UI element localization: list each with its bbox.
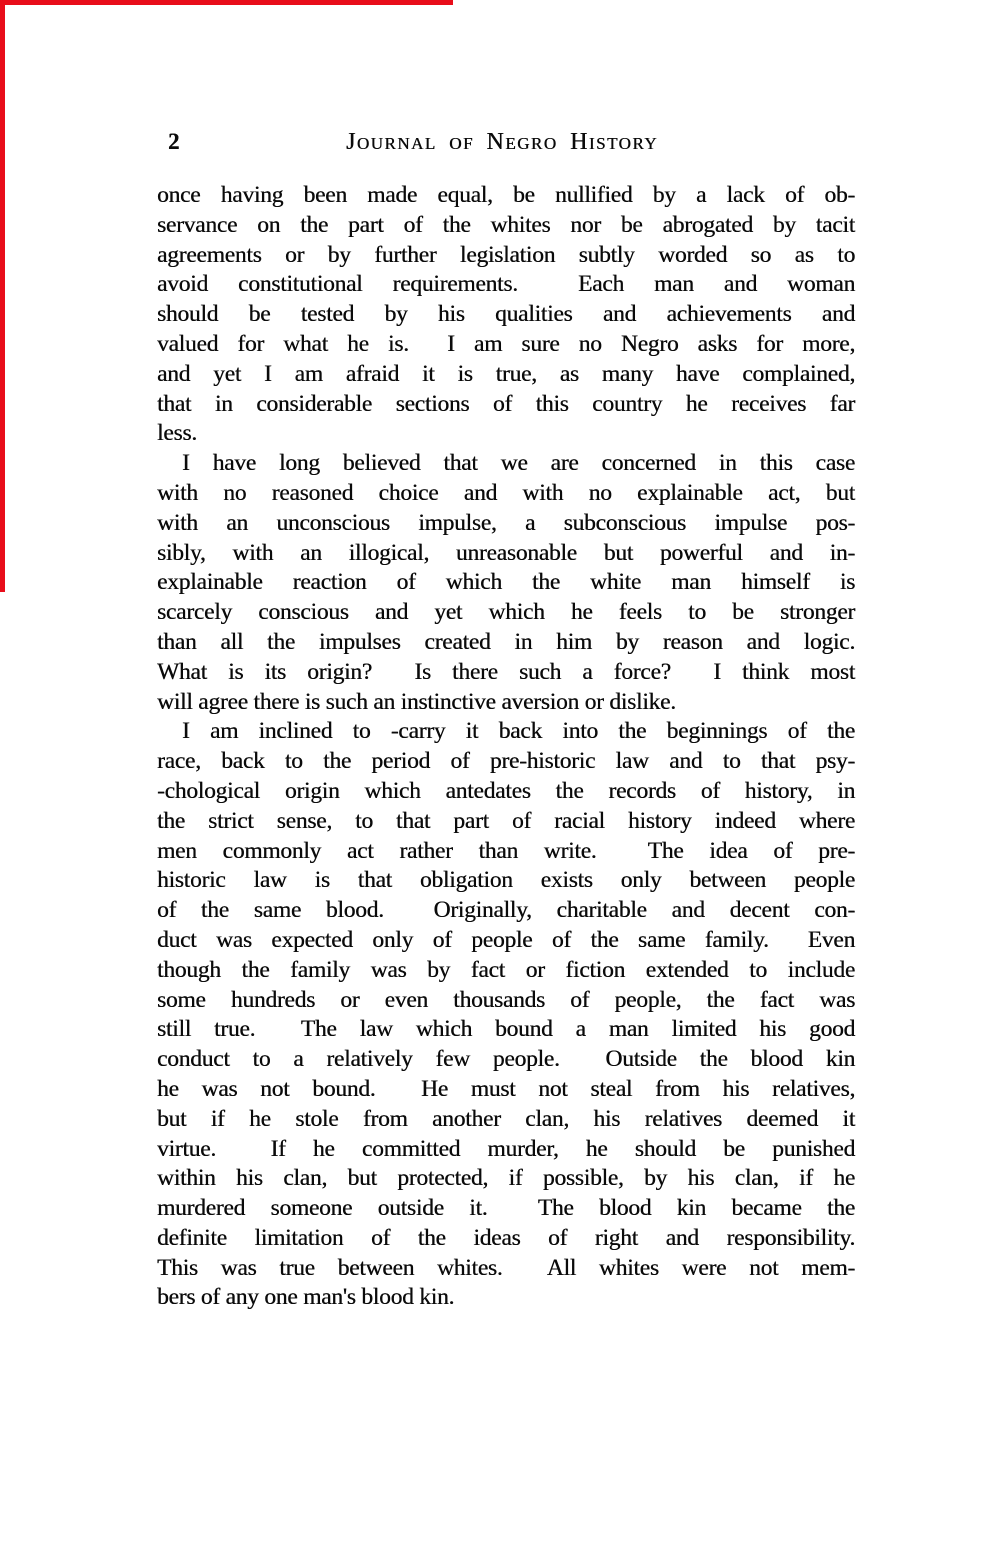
text-line: race, back to the period of pre-historic law and to that psy- <box>157 748 855 775</box>
text-line: servance on the part of the whites nor be abrogated by tacit <box>157 211 855 238</box>
text-line: What is its origin? Is there such a force? I think most <box>157 658 855 685</box>
text-line: should be tested by his qualities and achievements and <box>157 301 855 328</box>
text-line: with no reasoned choice and with no explainable act, but <box>157 479 855 506</box>
scan-edge-artifact-top <box>0 0 453 5</box>
text-line: murdered someone outside it. The blood kin became the <box>157 1195 855 1222</box>
text-line: than all the impulses created in him by reason and logic. <box>157 628 855 655</box>
text-line: the strict sense, to that part of racial history indeed where <box>157 807 855 834</box>
text-line: bers of any one man's blood kin. <box>157 1284 455 1311</box>
text-line: agreements or by further legislation subtly worded so as to <box>157 241 855 268</box>
text-line: duct was expected only of people of the same family. Even <box>157 926 855 953</box>
text-line: though the family was by fact or fiction extended to include <box>157 956 855 983</box>
text-line: I am inclined to -carry it back into the beginnings of the <box>182 718 855 745</box>
text-line: still true. The law which bound a man limited his good <box>157 1016 855 1043</box>
text-line: some hundreds or even thousands of people, the fact was <box>157 986 855 1013</box>
text-line: conduct to a relatively few people. Outside the blood kin <box>157 1046 855 1073</box>
text-line: This was true between whites. All whites were not mem- <box>157 1254 855 1281</box>
text-line: and yet I am afraid it is true, as many have complained, <box>157 360 855 387</box>
text-line: that in considerable sections of this country he receives far <box>157 390 855 417</box>
paragraph <box>157 449 855 717</box>
text-line: but if he stole from another clan, his relatives deemed it <box>157 1105 855 1132</box>
text-line: within his clan, but protected, if possible, by his clan, if he <box>157 1165 855 1192</box>
text-line: explainable reaction of which the white man himself is <box>157 569 855 596</box>
text-line: less. <box>157 420 197 447</box>
text-line: sibly, with an illogical, unreasonable but powerful and in- <box>157 539 855 566</box>
page-number: 2 <box>168 129 180 154</box>
text-line: men commonly act rather than write. The idea of pre- <box>157 837 855 864</box>
text-line: definite limitation of the ideas of right and responsibility. <box>157 1224 855 1251</box>
journal-title: Journal of Negro History <box>346 129 658 155</box>
paragraph <box>157 717 855 1313</box>
text-line: avoid constitutional requirements. Each man and woman <box>157 271 855 298</box>
text-line: virtue. If he committed murder, he should be punished <box>157 1135 855 1162</box>
text-line: historic law is that obligation exists only between people <box>157 867 855 894</box>
scan-edge-artifact-left <box>0 0 5 592</box>
text-line: valued for what he is. I am sure no Negro asks for more, <box>157 330 855 357</box>
running-header <box>157 129 847 159</box>
text-line: of the same blood. Originally, charitable and decent con- <box>157 897 855 924</box>
text-line: will agree there is such an instinctive aversion or dislike. <box>157 688 676 715</box>
text-line: I have long believed that we are concerned in this case <box>182 450 855 477</box>
text-line: once having been made equal, be nullified by a lack of ob- <box>157 182 855 208</box>
text-line: -chological origin which antedates the records of history, in <box>157 777 855 804</box>
page-body <box>157 181 855 1313</box>
text-line: scarcely conscious and yet which he feels to be stronger <box>157 599 855 626</box>
paragraph <box>157 181 855 449</box>
text-line: he was not bound. He must not steal from his relatives, <box>157 1075 855 1102</box>
text-line: with an unconscious impulse, a subconscious impulse pos- <box>157 509 855 536</box>
